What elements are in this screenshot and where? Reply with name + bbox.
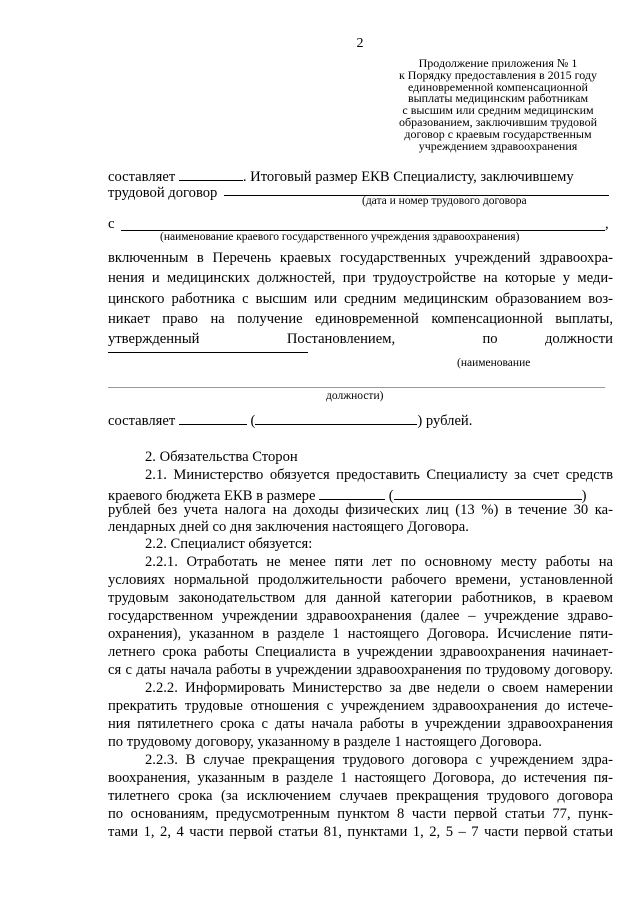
blank-field bbox=[255, 410, 417, 425]
text: ) рублей. bbox=[417, 413, 473, 429]
blank-field bbox=[394, 485, 582, 500]
caption-contract: (дата и номер трудового договора bbox=[362, 195, 527, 207]
text: с bbox=[108, 216, 115, 232]
paragraph-line: 2.2.1. Отработать не менее пяти лет по основному месту работы на bbox=[145, 554, 613, 570]
paragraph-line: 2.2.2. Информировать Министерство за две недели о своем намерении bbox=[145, 680, 613, 696]
appendix-line: выплаты медицинским работникам bbox=[407, 91, 589, 106]
paragraph-line: 2.2.3. В случае прекращения трудового договора с учреждением здра- bbox=[145, 752, 613, 768]
caption-institution: (наименование краевого государственного учреждения здравоохранения) bbox=[160, 231, 520, 243]
blank-field bbox=[179, 166, 243, 181]
text: ( bbox=[250, 413, 256, 429]
paragraph-line: государственном учреждении здравоохранения (далее – учреждение здраво- bbox=[108, 608, 613, 624]
appendix-line: Продолжение приложения № 1 bbox=[418, 56, 578, 70]
text: краевого бюджета ЕКВ в размере bbox=[108, 488, 316, 504]
appendix-header bbox=[380, 58, 616, 152]
paragraph-line: включенным в Перечень краевых государственных учреждений здравоохра- bbox=[108, 250, 613, 266]
paragraph-line: 2.1. Министерство обязуется предоставить Специалисту за счет средств bbox=[145, 467, 613, 483]
position-blank-line bbox=[108, 352, 308, 353]
appendix-line: единовременной компенсационной bbox=[408, 79, 588, 94]
paragraph-line: тами 1, 2, 4 части первой статьи 81, пунктами 1, 2, 5 – 7 части первой статьи bbox=[108, 824, 613, 840]
text: трудовой договор bbox=[108, 185, 218, 201]
text: . Итоговый размер ЕКВ Специалисту, заключившему bbox=[242, 169, 574, 185]
appendix-line: с высшим или средним медицинским bbox=[402, 103, 594, 118]
text: утвержденный bbox=[108, 331, 200, 347]
paragraph-line: ния пятилетнего срока с даты начала работы в учреждении здравоохранения bbox=[108, 716, 613, 732]
section-title: 2. Обязательства Сторон bbox=[145, 449, 298, 465]
paragraph-line: 2.2. Специалист обязуется: bbox=[145, 536, 313, 552]
paragraph-line: ся с даты начала работы в учреждении здравоохранения по трудовому договору. bbox=[108, 662, 613, 678]
paragraph-line: условиях нормальной продолжительности рабочего времени, установленной bbox=[108, 572, 613, 588]
comma: , bbox=[605, 216, 609, 232]
appendix-line: образованием, заключившим трудовой bbox=[398, 114, 598, 129]
body-line bbox=[108, 166, 613, 186]
paragraph-line: трудовым законодательством для данной категории работников, в краевом bbox=[108, 590, 613, 606]
paragraph-line: никает право на получение единовременной компенсационной выплаты, bbox=[108, 311, 613, 327]
paragraph-line: воохранения, указанным в разделе 1 настоящего Договора, до истечения пя- bbox=[108, 770, 613, 786]
text: по bbox=[482, 331, 498, 347]
paragraph-line: цинского работника с высшим или средним медицинским образованием воз- bbox=[108, 291, 613, 307]
text: Постановлением, bbox=[286, 331, 396, 347]
body-line bbox=[108, 410, 613, 430]
text: составляет bbox=[108, 413, 176, 429]
text: ) bbox=[581, 488, 587, 504]
caption-dolzh: должности) bbox=[326, 390, 384, 402]
body-line bbox=[108, 185, 613, 202]
paragraph-line bbox=[108, 331, 613, 348]
paragraph-line: по трудовому договору, указанному в разделе 1 настоящего Договора. bbox=[108, 734, 542, 750]
paragraph-line: лендарных дней со дня заключения настоящего Договора. bbox=[108, 519, 469, 535]
appendix-line: учреждением здравоохранения bbox=[418, 138, 578, 153]
paragraph-line: по основаниям, предусмотренным пунктом 8 части первой статьи 77, пунк- bbox=[108, 806, 613, 822]
caption-naim: (наименование bbox=[457, 357, 531, 369]
paragraph-line: летнего срока работы Специалиста в учреждении здравоохранения начинает- bbox=[108, 644, 613, 660]
paragraph-line: рублей без учета налога на доходы физических лиц (13 %) в течение 30 ка- bbox=[108, 502, 613, 518]
appendix-line: к Порядку предоставления в 2015 году bbox=[398, 67, 598, 82]
blank-field bbox=[319, 485, 385, 500]
paragraph-line: тилетнего срока (за исключением случаев прекращения трудового договора bbox=[108, 788, 613, 804]
text: составляет bbox=[108, 169, 176, 185]
paragraph-line: нения и медицинских должностей, при трудоустройстве на которые у меди- bbox=[108, 270, 613, 286]
position-blank-line-2 bbox=[108, 387, 605, 388]
paragraph-line: прекратить трудовые отношения с учреждением здравоохранения до истече- bbox=[108, 698, 613, 714]
page-number: 2 bbox=[356, 36, 364, 51]
paragraph-line: охранения), указанном в разделе 1 настоящего Договора. Исчисление пяти- bbox=[108, 626, 613, 642]
appendix-line: договор с краевым государственным bbox=[404, 126, 592, 141]
blank-field bbox=[179, 410, 247, 425]
text: должности bbox=[544, 331, 613, 347]
text: ( bbox=[388, 488, 394, 504]
